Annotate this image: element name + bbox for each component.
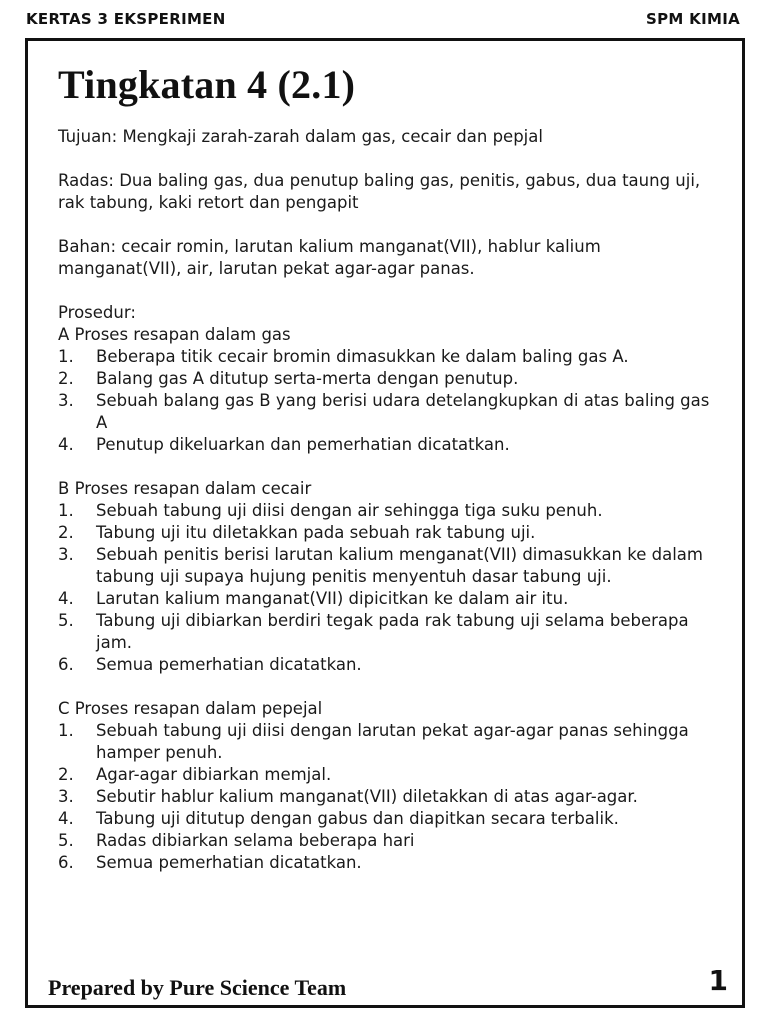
step-item bbox=[58, 368, 718, 390]
section-c-heading: C Proses resapan dalam pepejal bbox=[58, 699, 323, 718]
page-title: Tingkatan 4 (2.1) bbox=[58, 62, 356, 107]
step-text: Sebuah tabung uji diisi dengan air sehingga tiga suku penuh. bbox=[96, 501, 603, 520]
step-number: 5. bbox=[58, 611, 74, 630]
step-number: 3. bbox=[58, 787, 74, 806]
step-number: 1. bbox=[58, 347, 74, 366]
step-item bbox=[58, 390, 718, 434]
radas-text: Radas: Dua baling gas, dua penutup baling gas, penitis, gabus, dua taung uji, rak tabung, kaki retort dan pengapit bbox=[58, 171, 701, 212]
step-number: 4. bbox=[58, 435, 74, 454]
step-text: Semua pemerhatian dicatatkan. bbox=[96, 853, 362, 872]
step-item bbox=[58, 720, 718, 764]
step-item bbox=[58, 610, 718, 654]
step-number: 3. bbox=[58, 545, 74, 564]
step-item bbox=[58, 500, 718, 522]
step-text: Penutup dikeluarkan dan pemerhatian dicatatkan. bbox=[96, 435, 510, 454]
tujuan-text: Tujuan: Mengkaji zarah-zarah dalam gas, cecair dan pepjal bbox=[58, 127, 543, 146]
step-item bbox=[58, 786, 718, 808]
step-item bbox=[58, 434, 718, 456]
step-item bbox=[58, 830, 718, 852]
step-number: 3. bbox=[58, 391, 74, 410]
step-item bbox=[58, 852, 718, 874]
step-number: 6. bbox=[58, 655, 74, 674]
section-a-steps bbox=[58, 346, 718, 456]
step-item bbox=[58, 808, 718, 830]
step-text: Sebuah balang gas B yang berisi udara detelangkupkan di atas baling gas A bbox=[96, 391, 710, 432]
section-a-heading: A Proses resapan dalam gas bbox=[58, 325, 291, 344]
footer-credit: Prepared by Pure Science Team bbox=[48, 975, 347, 1000]
step-item bbox=[58, 654, 718, 676]
section-c-steps bbox=[58, 720, 718, 874]
page-content bbox=[58, 61, 718, 874]
step-number: 6. bbox=[58, 853, 74, 872]
step-text: Radas dibiarkan selama beberapa hari bbox=[96, 831, 415, 850]
step-number: 1. bbox=[58, 501, 74, 520]
step-item bbox=[58, 588, 718, 610]
step-text: Tabung uji dibiarkan berdiri tegak pada rak tabung uji selama beberapa jam. bbox=[96, 611, 689, 652]
step-text: Balang gas A ditutup serta-merta dengan penutup. bbox=[96, 369, 519, 388]
section-b-steps bbox=[58, 500, 718, 676]
header-left-label: KERTAS 3 EKSPERIMEN bbox=[26, 10, 226, 28]
step-text: Larutan kalium manganat(VII) dipicitkan ke dalam air itu. bbox=[96, 589, 569, 608]
step-text: Sebuah tabung uji diisi dengan larutan pekat agar-agar panas sehingga hamper penuh. bbox=[96, 721, 689, 762]
step-text: Sebutir hablur kalium manganat(VII) diletakkan di atas agar-agar. bbox=[96, 787, 638, 806]
step-number: 5. bbox=[58, 831, 74, 850]
step-item bbox=[58, 544, 718, 588]
step-text: Tabung uji ditutup dengan gabus dan diapitkan secara terbalik. bbox=[96, 809, 619, 828]
bahan-text: Bahan: cecair romin, larutan kalium manganat(VII), hablur kalium manganat(VII), air, larutan pekat agar-agar panas. bbox=[58, 237, 601, 278]
step-number: 1. bbox=[58, 721, 74, 740]
step-item bbox=[58, 346, 718, 368]
step-number: 4. bbox=[58, 809, 74, 828]
step-text: Tabung uji itu diletakkan pada sebuah rak tabung uji. bbox=[96, 523, 536, 542]
step-item bbox=[58, 522, 718, 544]
prosedur-label: Prosedur: bbox=[58, 303, 136, 322]
step-text: Sebuah penitis berisi larutan kalium menganat(VII) dimasukkan ke dalam tabung uji supaya hujung penitis menyentuh dasar tabung uji. bbox=[96, 545, 703, 586]
step-number: 2. bbox=[58, 523, 74, 542]
step-number: 4. bbox=[58, 589, 74, 608]
step-text: Beberapa titik cecair bromin dimasukkan ke dalam baling gas A. bbox=[96, 347, 629, 366]
step-item bbox=[58, 764, 718, 786]
header-right-label: SPM KIMIA bbox=[646, 10, 740, 28]
step-number: 2. bbox=[58, 369, 74, 388]
section-b-heading: B Proses resapan dalam cecair bbox=[58, 479, 312, 498]
step-text: Agar-agar dibiarkan memjal. bbox=[96, 765, 332, 784]
page-number: 1 bbox=[708, 964, 728, 997]
page-frame bbox=[25, 38, 745, 1008]
step-number: 2. bbox=[58, 765, 74, 784]
step-text: Semua pemerhatian dicatatkan. bbox=[96, 655, 362, 674]
